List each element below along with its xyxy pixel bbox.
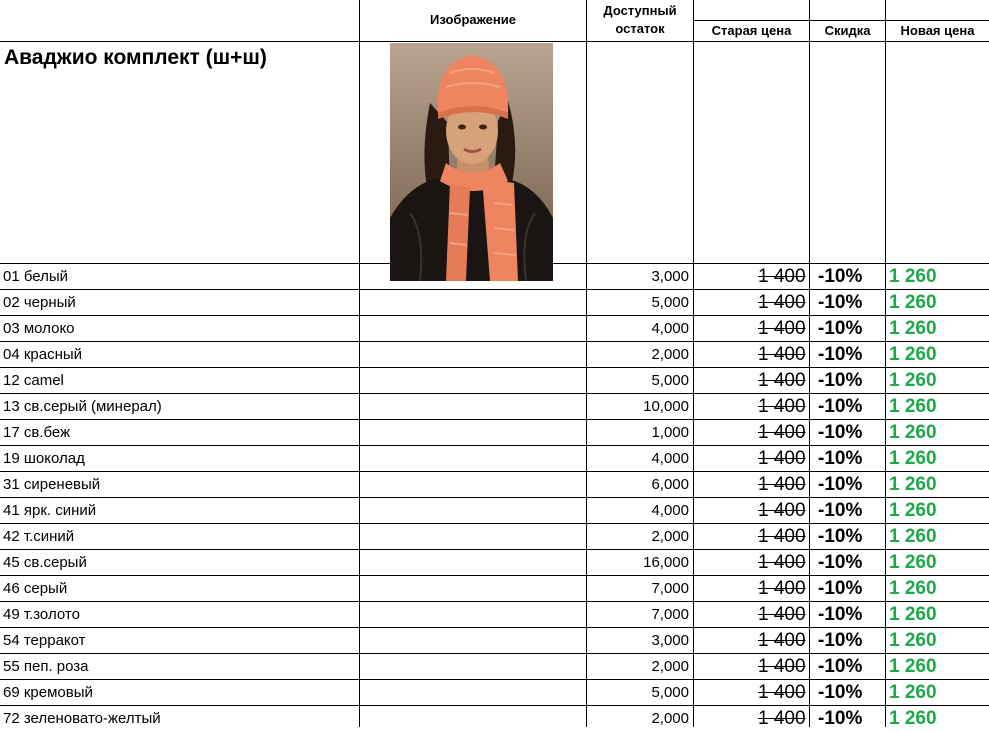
row-name: 31 сиреневый (3, 476, 101, 493)
row-old-price: 1 400 (758, 266, 806, 287)
row-stock: 7,000 (651, 606, 689, 623)
row-name: 03 молоко (3, 320, 75, 337)
row-new-price: 1 260 (889, 656, 937, 677)
row-stock: 10,000 (643, 398, 689, 415)
row-new-price: 1 260 (889, 318, 937, 339)
row-stock: 2,000 (651, 346, 689, 363)
row-discount: -10% (818, 500, 863, 521)
row-old-price: 1 400 (758, 578, 806, 599)
row-name: 12 camel (3, 372, 64, 389)
row-name: 42 т.синий (3, 528, 75, 545)
row-discount: -10% (818, 266, 863, 287)
row-name: 19 шоколад (3, 450, 85, 467)
row-discount: -10% (818, 604, 863, 625)
header-stock-line2: остаток (615, 21, 665, 36)
row-discount: -10% (818, 708, 863, 729)
header-image: Изображение (430, 12, 516, 27)
row-new-price: 1 260 (889, 682, 937, 703)
header-discount: Скидка (824, 23, 871, 38)
row-new-price: 1 260 (889, 708, 937, 729)
row-old-price: 1 400 (758, 526, 806, 547)
row-new-price: 1 260 (889, 266, 937, 287)
row-discount: -10% (818, 292, 863, 313)
row-old-price: 1 400 (758, 682, 806, 703)
row-new-price: 1 260 (889, 552, 937, 573)
row-stock: 7,000 (651, 580, 689, 597)
row-new-price: 1 260 (889, 292, 937, 313)
row-stock: 5,000 (651, 294, 689, 311)
row-name: 49 т.золото (3, 606, 80, 623)
row-stock: 2,000 (651, 658, 689, 675)
row-discount: -10% (818, 578, 863, 599)
row-old-price: 1 400 (758, 318, 806, 339)
row-new-price: 1 260 (889, 370, 937, 391)
row-name: 17 св.беж (3, 424, 71, 441)
grid-line (359, 0, 360, 727)
row-stock: 2,000 (651, 710, 689, 727)
row-old-price: 1 400 (758, 292, 806, 313)
row-name: 55 пеп. роза (3, 658, 89, 675)
header-stock (587, 2, 693, 38)
row-discount: -10% (818, 422, 863, 443)
row-discount: -10% (818, 682, 863, 703)
row-name: 46 серый (3, 580, 68, 597)
row-stock: 3,000 (651, 632, 689, 649)
grid-line (885, 0, 886, 727)
row-new-price: 1 260 (889, 396, 937, 417)
row-discount: -10% (818, 552, 863, 573)
row-old-price: 1 400 (758, 396, 806, 417)
header-old-price: Старая цена (711, 23, 792, 38)
row-discount: -10% (818, 318, 863, 339)
row-discount: -10% (818, 344, 863, 365)
row-new-price: 1 260 (889, 448, 937, 469)
row-new-price: 1 260 (889, 500, 937, 521)
row-new-price: 1 260 (889, 344, 937, 365)
row-old-price: 1 400 (758, 448, 806, 469)
row-old-price: 1 400 (758, 500, 806, 521)
row-new-price: 1 260 (889, 578, 937, 599)
row-name: 13 св.серый (минерал) (3, 398, 162, 415)
product-photo (390, 43, 553, 281)
row-stock: 5,000 (651, 372, 689, 389)
header-stock-line1: Доступный (603, 3, 677, 18)
row-stock: 6,000 (651, 476, 689, 493)
header-new-price: Новая цена (900, 23, 975, 38)
grid-line (693, 0, 694, 727)
row-name: 69 кремовый (3, 684, 93, 701)
row-name: 72 зеленовато-желтый (3, 710, 161, 727)
grid-line (586, 0, 587, 727)
row-discount: -10% (818, 448, 863, 469)
row-discount: -10% (818, 396, 863, 417)
row-name: 54 терракот (3, 632, 86, 649)
row-discount: -10% (818, 630, 863, 651)
row-new-price: 1 260 (889, 526, 937, 547)
row-new-price: 1 260 (889, 604, 937, 625)
row-stock: 4,000 (651, 320, 689, 337)
grid-line (809, 0, 810, 727)
row-stock: 4,000 (651, 502, 689, 519)
product-title: Аваджио комплект (ш+ш) (4, 46, 267, 69)
row-new-price: 1 260 (889, 630, 937, 651)
row-old-price: 1 400 (758, 708, 806, 729)
row-stock: 2,000 (651, 528, 689, 545)
row-stock: 4,000 (651, 450, 689, 467)
row-old-price: 1 400 (758, 422, 806, 443)
row-discount: -10% (818, 370, 863, 391)
row-old-price: 1 400 (758, 656, 806, 677)
row-discount: -10% (818, 474, 863, 495)
row-stock: 5,000 (651, 684, 689, 701)
row-name: 01 белый (3, 268, 69, 285)
row-old-price: 1 400 (758, 604, 806, 625)
row-old-price: 1 400 (758, 552, 806, 573)
row-old-price: 1 400 (758, 630, 806, 651)
row-old-price: 1 400 (758, 474, 806, 495)
row-name: 41 ярк. синий (3, 502, 97, 519)
row-name: 04 красный (3, 346, 83, 363)
row-discount: -10% (818, 656, 863, 677)
row-discount: -10% (818, 526, 863, 547)
grid-line (693, 20, 989, 21)
row-old-price: 1 400 (758, 344, 806, 365)
row-new-price: 1 260 (889, 474, 937, 495)
row-old-price: 1 400 (758, 370, 806, 391)
row-name: 02 черный (3, 294, 76, 311)
row-stock: 3,000 (651, 268, 689, 285)
row-new-price: 1 260 (889, 422, 937, 443)
grid-line (0, 41, 989, 42)
row-name: 45 св.серый (3, 554, 87, 571)
row-stock: 1,000 (651, 424, 689, 441)
row-stock: 16,000 (643, 554, 689, 571)
